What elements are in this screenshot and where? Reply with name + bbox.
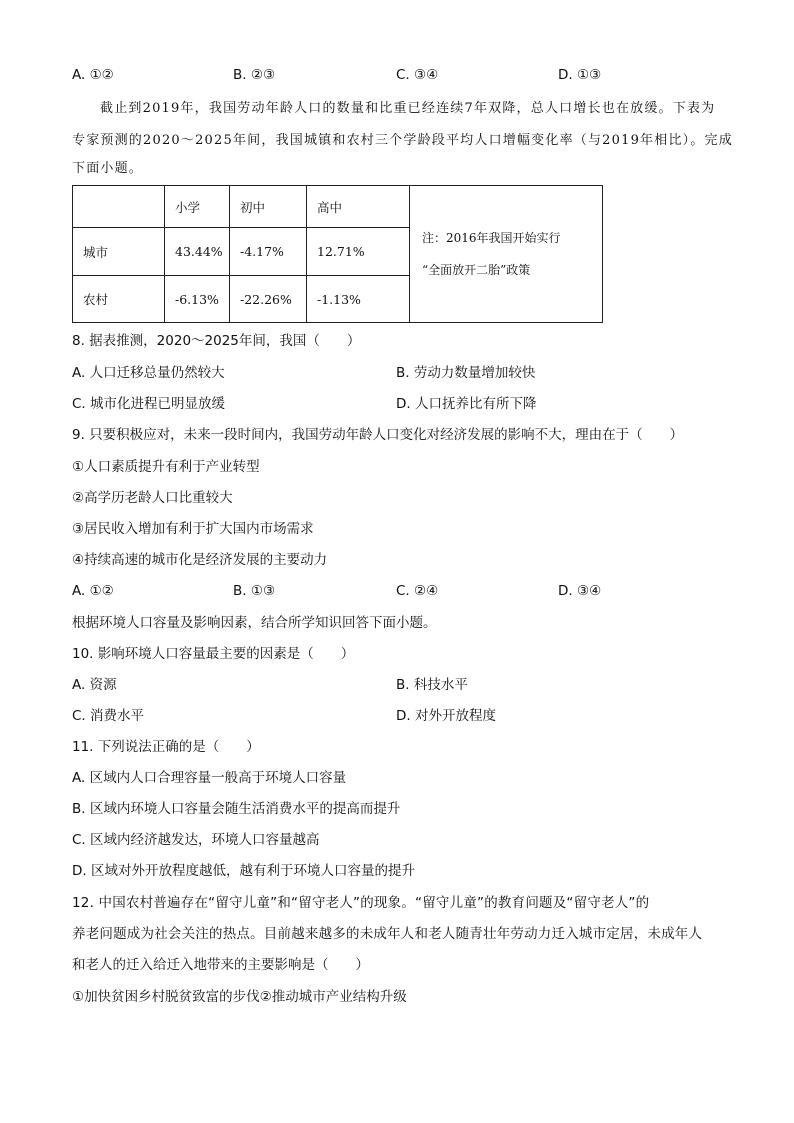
q10-option-a: A. 资源 — [72, 677, 117, 693]
table-header-empty — [73, 186, 165, 228]
q11-stem: 11. 下列说法正确的是（ ） — [72, 739, 260, 755]
q10-option-c: C. 消费水平 — [72, 708, 145, 724]
q11-option-c: C. 区域内经济越发达，环境人口容量越高 — [72, 832, 320, 848]
table-cell: -6.13% — [165, 276, 230, 323]
table-header-senior: 高中 — [307, 186, 410, 228]
q10-stem: 10. 影响环境人口容量最主要的因素是（ ） — [72, 646, 355, 662]
table-row-label: 农村 — [73, 276, 165, 323]
prev-option-b: B. ②③ — [233, 67, 276, 83]
q8-option-b: B. 劳动力数量增加较快 — [396, 365, 536, 381]
intro-line-1: 截止到2019年，我国劳动年龄人口的数量和比重已经连续7年双降，总人口增长也在放缓。下表为 — [100, 101, 716, 116]
q9-statement-3: ③居民收入增加有利于扩大国内市场需求 — [72, 521, 314, 537]
q11-option-a: A. 区域内人口合理容量一般高于环境人口容量 — [72, 770, 347, 786]
table-row-label: 城市 — [73, 228, 165, 276]
q8-option-a: A. 人口迁移总量仍然较大 — [72, 365, 225, 381]
table-cell: 12.71% — [307, 228, 410, 276]
q11-option-d: D. 区域对外开放程度越低，越有利于环境人口容量的提升 — [72, 863, 415, 879]
q9-option-d: D. ③④ — [558, 583, 602, 599]
table-header-primary: 小学 — [165, 186, 230, 228]
table-cell: -22.26% — [230, 276, 307, 323]
q10-option-d: D. 对外开放程度 — [396, 708, 496, 724]
table-cell: 43.44% — [165, 228, 230, 276]
intro-line-3: 下面小题。 — [72, 161, 144, 176]
q9-option-b: B. ①③ — [233, 583, 276, 599]
table-note-line-2: “全面放开二胎”政策 — [422, 263, 531, 277]
table-cell: -4.17% — [230, 228, 307, 276]
prev-option-d: D. ①③ — [558, 67, 602, 83]
q9-statement-4: ④持续高速的城市化是经济发展的主要动力 — [72, 552, 328, 568]
prev-option-a: A. ①② — [72, 67, 114, 83]
table-cell: -1.13% — [307, 276, 410, 323]
q12-line-2: 养老问题成为社会关注的热点。目前越来越多的未成年人和老人随青壮年劳动力迁入城市定居，未成年人 — [72, 926, 703, 942]
table-note — [410, 186, 603, 323]
prev-option-c: C. ③④ — [396, 67, 439, 83]
q8-option-d: D. 人口抚养比有所下降 — [396, 396, 537, 412]
q9-statement-2: ②高学历老龄人口比重较大 — [72, 490, 233, 506]
population-change-table — [72, 185, 603, 323]
q12-line-4: ①加快贫困乡村脱贫致富的步伐②推动城市产业结构升级 — [72, 989, 407, 1005]
q11-option-b: B. 区域内环境人口容量会随生活消费水平的提高而提升 — [72, 801, 401, 817]
q8-option-c: C. 城市化进程已明显放缓 — [72, 396, 226, 412]
q9-option-a: A. ①② — [72, 583, 114, 599]
q10-option-b: B. 科技水平 — [396, 677, 468, 693]
q9-stem: 9. 只要积极应对，未来一段时间内，我国劳动年龄人口变化对经济发展的影响不大，理由在于（ ） — [72, 427, 684, 443]
q9-statement-1: ①人口素质提升有利于产业转型 — [72, 459, 260, 475]
table-note-line-1: 注：2016年我国开始实行 — [422, 231, 561, 245]
intro-2: 根据环境人口容量及影响因素，结合所学知识回答下面小题。 — [72, 615, 437, 631]
q9-option-c: C. ②④ — [396, 583, 439, 599]
q12-line-1: 12. 中国农村普遍存在“留守儿童”和“留守老人”的现象。“留守儿童”的教育问题及“留守老人”的 — [72, 895, 650, 911]
q8-stem: 8. 据表推测，2020～2025年间，我国（ ） — [72, 333, 361, 349]
intro-line-2: 专家预测的2020～2025年间，我国城镇和农村三个学龄段平均人口增幅变化率（与2019年相比）。完成 — [72, 133, 733, 148]
q12-line-3: 和老人的迁入给迁入地带来的主要影响是（ ） — [72, 957, 369, 973]
table-header-junior: 初中 — [230, 186, 307, 228]
